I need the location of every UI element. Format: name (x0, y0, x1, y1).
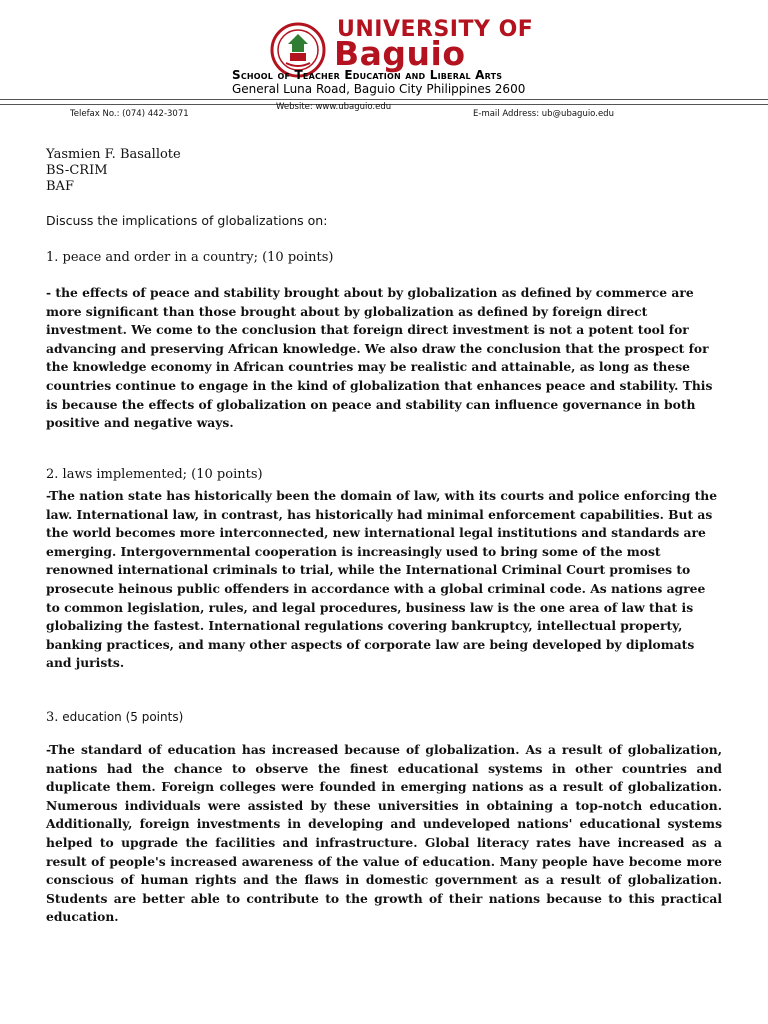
header-divider-top (0, 99, 768, 100)
question-3-heading (46, 710, 183, 725)
email-address: E-mail Address: ub@ubaguio.edu (473, 109, 614, 119)
school-address: General Luna Road, Baguio City Philippines 2600 (232, 82, 526, 96)
question-3-answer: -The standard of education has increased because of globalization. As a result of globalization, nations had the chance to observe the finest educational systems in other countries and duplicate them. Foreign colleges were founded in emerging nations as a result of globalization. Numerous individuals were assisted by these universities in obtaining a top-notch education. Additionally, foreign investments in developing and undeveloped nations' educational systems helped to upgrade the facilities and infrastructure. Global literacy rates have increased as a result of people's increased awareness of the value of education. Many people have become more conscious of human rights and the flaws in domestic government as a result of globalization. Students are better able to contribute to the growth of their nations because to this practical education. (46, 742, 722, 925)
telefax: Telefax No.: (074) 442-3071 (70, 109, 189, 119)
question-2-answer: -The nation state has historically been the domain of law, with its courts and police enforcing the law. International law, in contrast, has historically had minimal enforcement capabilities. But as the world becomes more interconnected, new international legal institutions and standards are emerging. Intergovernmental cooperation is increasingly used to bring some of the most renowned international criminals to trial, while the International Criminal Court promises to prosecute heinous public offenders in accordance with a global criminal code. As nations agree to common legislation, rules, and legal procedures, business law is the one area of law that is globalizing the fastest. International regulations covering bankruptcy, intellectual property, banking practices, and many other aspects of corporate law are being developed by diplomats and jurists. (46, 488, 718, 671)
question-3-number: 3. (46, 710, 59, 725)
assignment-prompt: Discuss the implications of globalizations on: (46, 213, 328, 228)
student-course: BS-CRIM (46, 163, 108, 178)
website: Website: www.ubaguio.edu (276, 102, 392, 112)
university-name-line1: UNIVERSITY OF (337, 17, 534, 42)
question-2-label: 2. laws implemented; (10 points) (46, 467, 263, 482)
university-name-line2: Baguio (334, 34, 466, 73)
student-info (46, 147, 181, 195)
question-1-label: 1. peace and order in a country; (10 points) (46, 250, 334, 265)
question-1-answer: - the effects of peace and stability brought about by globalization as defined by commerce are more significant than those brought about by globalization as defined by foreign direct investment. We come to the conclusion that foreign direct investment is not a potent tool for advancing and preserving African knowledge. We also draw the conclusion that the prospect for the knowledge economy in African countries may be realistic and attainable, as long as these countries continue to engage in the kind of globalization that enhances peace and stability. This is because the effects of globalization on peace and stability can influence governance in both positive and negative ways. (46, 285, 713, 431)
student-section: BAF (46, 179, 74, 194)
question-3-label: education (5 points) (62, 710, 184, 724)
student-name: Yasmien F. Basallote (46, 147, 181, 162)
school-name: School of Teacher Education and Liberal Arts (232, 68, 503, 82)
